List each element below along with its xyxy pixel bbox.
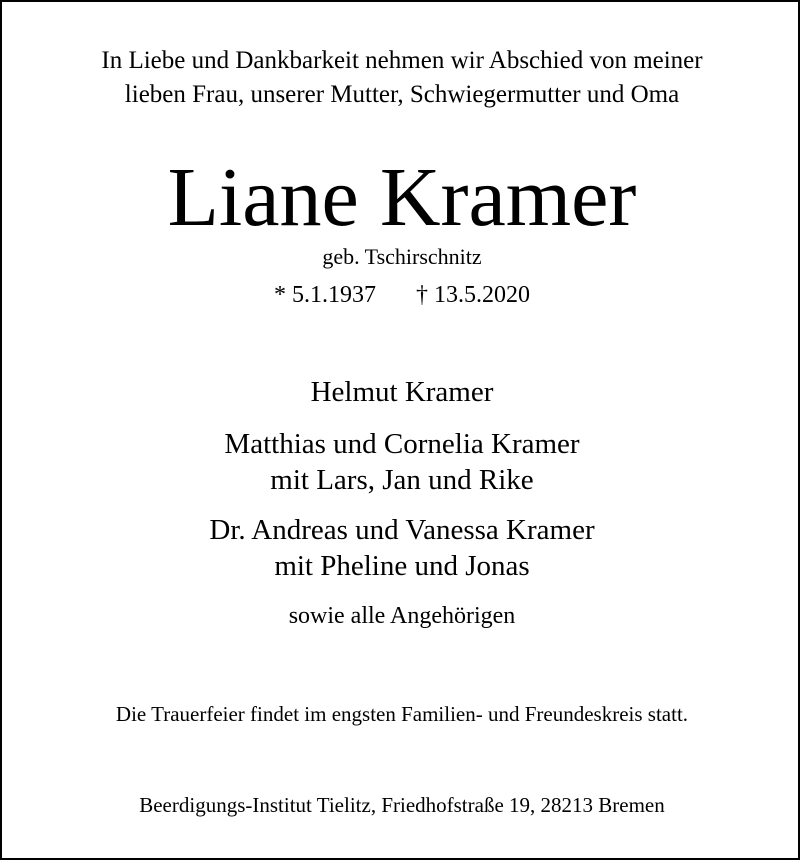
mourner-family-1-parents: Matthias und Cornelia Kramer bbox=[224, 428, 580, 460]
life-dates bbox=[2, 279, 800, 311]
death-date: † 13.5.2020 bbox=[416, 282, 530, 308]
mourner-family-2-children: mit Pheline und Jonas bbox=[274, 550, 530, 582]
mourner-family-1-children: mit Lars, Jan und Rike bbox=[270, 464, 534, 496]
mourner-family-1 bbox=[2, 426, 800, 498]
deceased-name: Liane Kramer bbox=[167, 151, 637, 244]
funeral-home-address: Beerdigungs-Institut Tielitz, Friedhofstraße 19, 28213 Bremen bbox=[139, 793, 665, 817]
ceremony-note: Die Trauerfeier findet im engsten Familien- und Freundeskreis statt. bbox=[115, 702, 689, 726]
other-relatives: sowie alle Angehörigen bbox=[288, 603, 516, 629]
mourner-spouse: Helmut Kramer bbox=[310, 376, 494, 408]
mourner-family-2-parents: Dr. Andreas und Vanessa Kramer bbox=[209, 514, 595, 546]
birth-name: geb. Tschirschnitz bbox=[322, 244, 482, 269]
intro-line-1: In Liebe und Dankbarkeit nehmen wir Abschied von meiner bbox=[101, 47, 703, 74]
intro-line-2: lieben Frau, unserer Mutter, Schwiegermutter und Oma bbox=[124, 81, 680, 108]
birth-date: * 5.1.1937 bbox=[274, 282, 376, 308]
mourner-family-2 bbox=[2, 512, 800, 584]
intro-text bbox=[2, 44, 800, 112]
